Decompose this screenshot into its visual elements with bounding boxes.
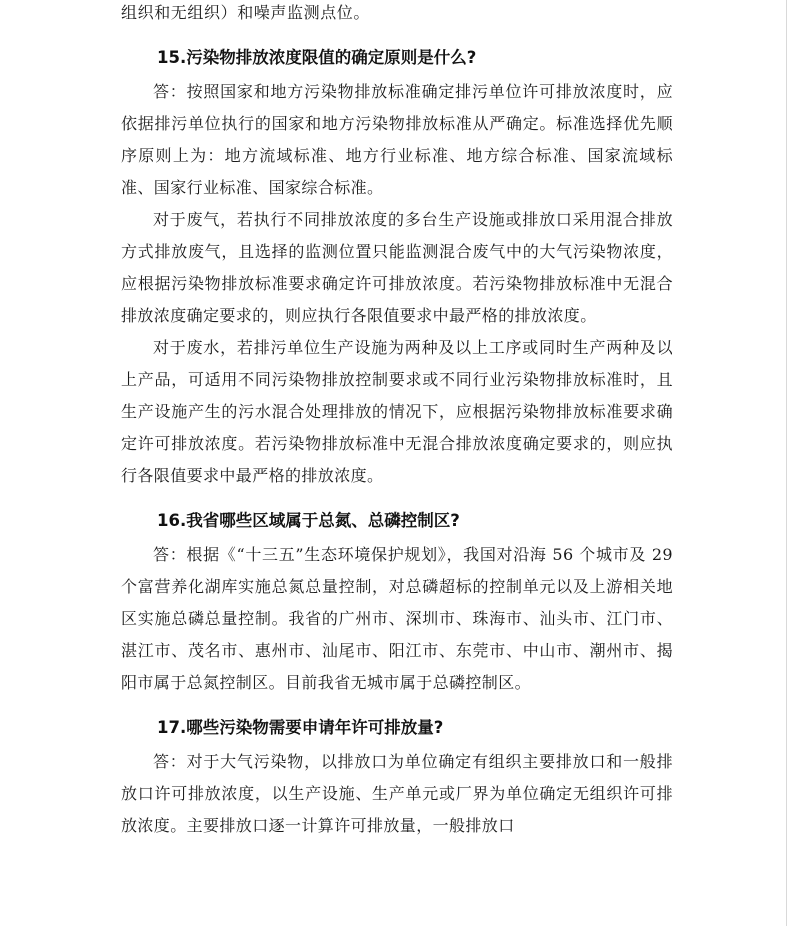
document-page bbox=[121, 0, 673, 842]
answer-15-paragraph-2: 对于废气，若执行不同排放浓度的多台生产设施或排放口采用混合排放方式排放废气，且选择的监测位置只能监测混合废气中的大气污染物浓度，应根据污染物排放标准要求确定许可排放浓度。若污染物排放标准中无混合排放浓度确定要求的，则应执行各限值要求中最严格的排放浓度。 bbox=[121, 210, 673, 325]
answer-15-paragraph-3: 对于废水，若排污单位生产设施为两种及以上工序或同时生产两种及以上产品，可适用不同污染物排放控制要求或不同行业污染物排放标准时，且生产设施产生的污水混合处理排放的情况下，应根据污染物排放标准要求确定许可排放浓度。若污染物排放标准中无混合排放浓度确定要求的，则应执行各限值要求中最严格的排放浓度。 bbox=[121, 338, 673, 485]
answer-16-paragraph-1: 答：根据《“十三五”生态环境保护规划》，我国对沿海 56 个城市及 29 个富营养化湖库实施总氮总量控制，对总磷超标的控制单元以及上游相关地区实施总磷总量控制。我省的广州市、深圳市、珠海市、汕头市、江门市、湛江市、茂名市、惠州市、汕尾市、阳江市、东莞市、中山市、潮州市、揭阳市属于总氮控制区。目前我省无城市属于总磷控制区。 bbox=[121, 545, 673, 692]
question-16-heading: 16.我省哪些区域属于总氮、总磷控制区? bbox=[157, 511, 460, 530]
answer-17-paragraph-1: 答：对于大气污染物，以排放口为单位确定有组织主要排放口和一般排放口许可排放浓度，以生产设施、生产单元或厂界为单位确定无组织许可排放浓度。主要排放口逐一计算许可排放量，一般排放口 bbox=[121, 752, 673, 835]
page-edge-line bbox=[786, 0, 787, 926]
question-17-heading: 17.哪些污染物需要申请年许可排放量? bbox=[157, 718, 444, 737]
answer-15-paragraph-1: 答：按照国家和地方污染物排放标准确定排污单位许可排放浓度时，应依据排污单位执行的国家和地方污染物排放标准从严确定。标准选择优先顺序原则上为：地方流域标准、地方行业标准、地方综合标准、国家流域标准、国家行业标准、国家综合标准。 bbox=[121, 82, 673, 197]
question-15-heading: 15.污染物排放浓度限值的确定原则是什么? bbox=[157, 48, 477, 67]
continued-text-line: 组织和无组织）和噪声监测点位。 bbox=[121, 3, 371, 22]
